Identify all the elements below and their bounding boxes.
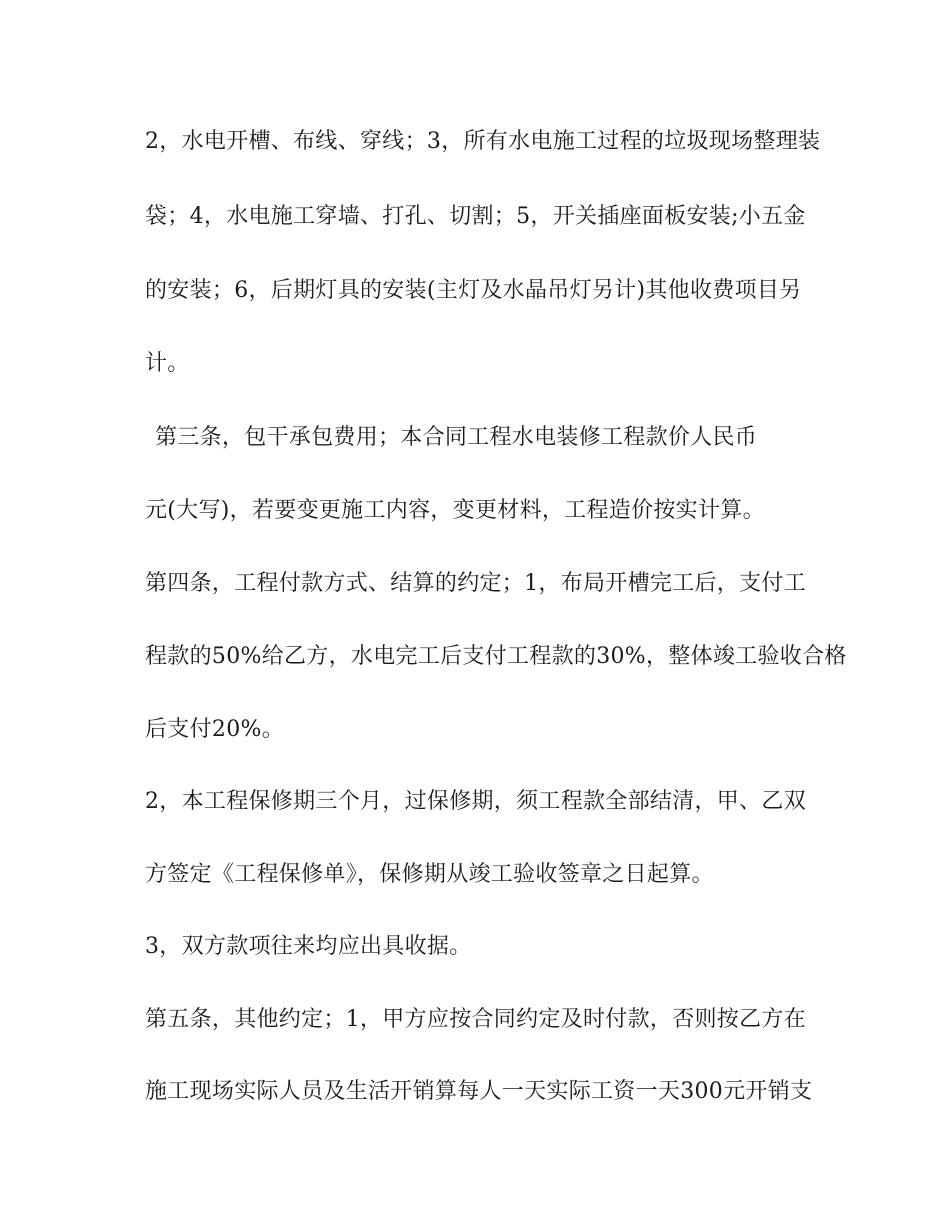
text-line-9: 后支付20%。	[145, 717, 284, 742]
text-line-8: 程款的50%给乙方，水电完工后支付工程款的30%，整体竣工验收合格	[145, 644, 847, 669]
text-line-12: 3，双方款项往来均应出具收据。	[145, 934, 472, 959]
text-line-11: 方签定《工程保修单》，保修期从竣工验收签章之日起算。	[145, 862, 714, 887]
text-line-13: 第五条，其他约定；1，甲方应按合同约定及时付款，否则按乙方在	[145, 1007, 806, 1032]
text-line-7: 第四条，工程付款方式、结算的约定；1，布局开槽完工后，支付工	[145, 571, 806, 596]
text-line-4: 计。	[145, 351, 190, 376]
text-line-1: 2，水电开槽、布线、穿线；3，所有水电施工过程的垃圾现场整理装	[145, 129, 821, 154]
text-line-6: 元(大写)，若要变更施工内容，变更材料，工程造价按实计算。	[145, 498, 765, 523]
text-line-3: 的安装；6，后期灯具的安装(主灯及水晶吊灯另计)其他收费项目另	[145, 278, 802, 303]
text-line-5: 第三条，包干承包费用；本合同工程水电装修工程款价人民币	[155, 425, 758, 450]
text-line-2: 袋；4，水电施工穿墙、打孔、切割；5，开关插座面板安装;小五金	[145, 204, 806, 229]
text-line-10: 2，本工程保修期三个月，过保修期，须工程款全部结清，甲、乙双	[145, 789, 806, 814]
text-line-14: 施工现场实际人员及生活开销算每人一天实际工资一天300元开销支	[145, 1079, 813, 1104]
